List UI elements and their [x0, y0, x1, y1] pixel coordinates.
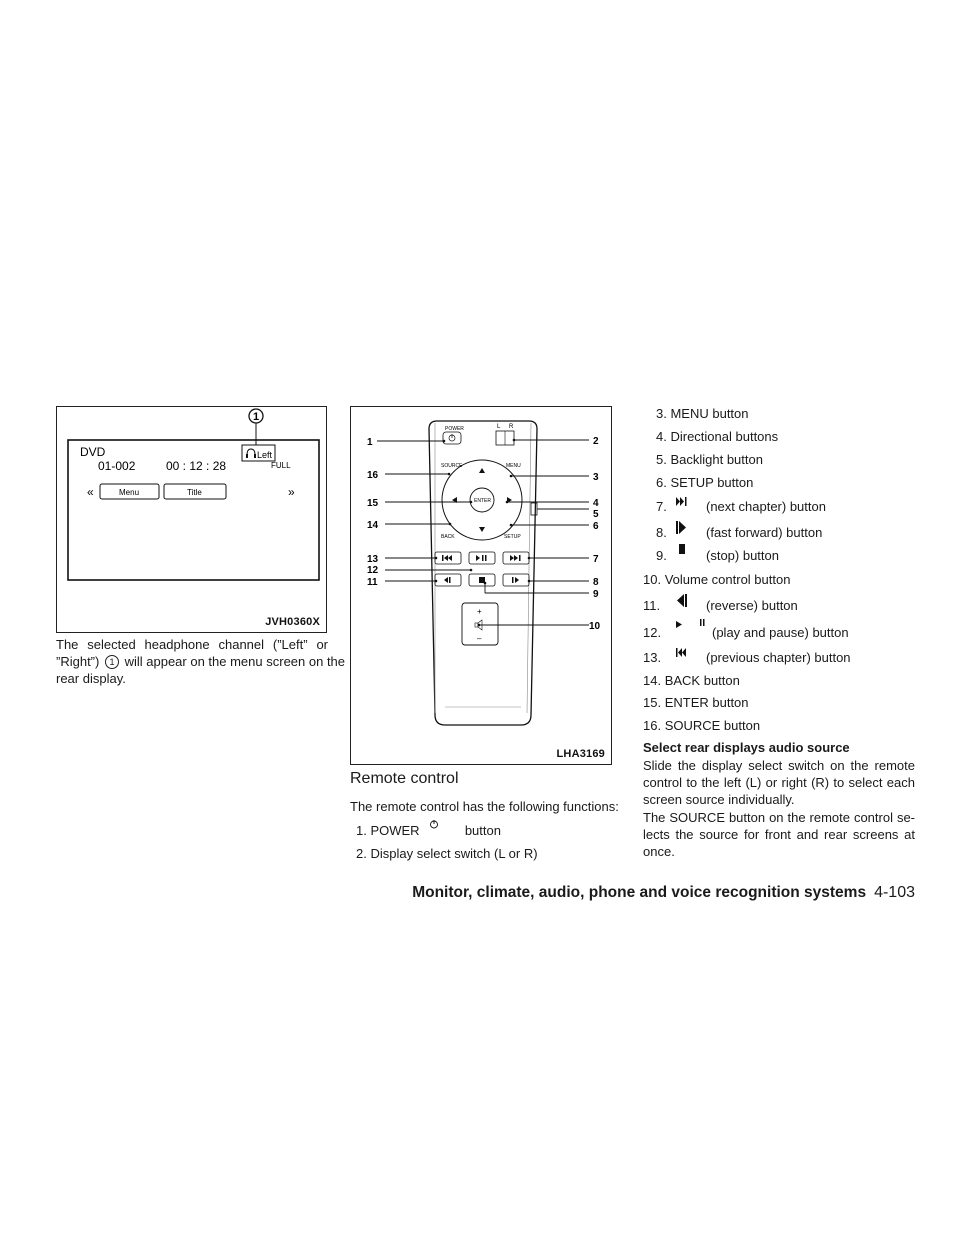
item-text: (fast forward) button — [706, 525, 823, 540]
list-item-16 — [643, 718, 760, 733]
callout-left-11: 11 — [367, 577, 378, 588]
caption-line-1: The selected headphone channel (”Left” or — [56, 637, 328, 652]
item-num: 16. — [643, 718, 662, 733]
fast-forward-icon — [676, 521, 706, 537]
item-text: (next chapter) button — [706, 499, 826, 514]
callout-right-3: 3 — [593, 472, 599, 483]
callout-left-15: 15 — [367, 498, 379, 509]
para1-line-3: screen source individually. — [643, 792, 795, 807]
list-item-13 — [643, 650, 851, 665]
left-arrows: « — [87, 485, 94, 499]
callout-left-13: 13 — [367, 554, 379, 565]
item1-label: 1. POWER — [356, 823, 420, 838]
screen-mode: FULL — [271, 461, 291, 470]
caption-line-3: rear display. — [56, 671, 126, 686]
remote-control-illustration — [351, 407, 611, 764]
stop-icon — [676, 544, 706, 559]
callout-right-8: 8 — [593, 577, 599, 588]
callout-circle-icon — [105, 655, 119, 669]
callout-right-4: 4 — [593, 498, 599, 509]
rear-display-illustration — [57, 407, 326, 632]
list-item-10 — [643, 572, 790, 587]
item-num: 13. — [643, 650, 662, 665]
list-item-7 — [656, 499, 826, 514]
back-label: BACK — [441, 534, 455, 540]
next-chapter-icon — [676, 495, 706, 509]
item-text: (reverse) button — [706, 598, 798, 613]
callout-right-6: 6 — [593, 521, 599, 532]
item-text: MENU button — [670, 406, 749, 421]
list-item-3 — [656, 406, 749, 421]
figure-rear-display — [56, 406, 327, 633]
item-num: 12. — [643, 625, 662, 640]
callout-right-7: 7 — [593, 554, 599, 565]
callout-right-10: 10 — [589, 621, 601, 632]
list-item-12 — [643, 625, 849, 640]
item-text: (play and pause) button — [712, 625, 849, 640]
previous-chapter-icon — [442, 555, 452, 561]
screen-source: DVD — [80, 445, 106, 459]
play-pause-icon — [476, 555, 487, 561]
callout-left-1: 1 — [367, 437, 373, 448]
callout-right-9: 9 — [593, 589, 599, 600]
headphone-icon — [246, 449, 256, 458]
reverse-icon — [444, 577, 451, 583]
callout-right-2: 2 — [593, 436, 599, 447]
list-item-2: 2. Display select switch (L or R) — [356, 846, 538, 861]
screen-time: 00 : 12 : 28 — [166, 459, 227, 473]
list-item-8 — [656, 524, 822, 540]
right-arrows: » — [288, 485, 295, 499]
list-item-6 — [656, 475, 753, 490]
list-item-4 — [656, 429, 778, 444]
item-num: 3. — [656, 406, 667, 421]
list-item-5 — [656, 452, 763, 467]
item-num: 6. — [656, 475, 667, 490]
item-num: 14. — [643, 673, 662, 688]
item-num: 4. — [656, 429, 667, 444]
para1-line-1: Slide the display select switch on the remote — [643, 758, 915, 773]
item-num: 9. — [656, 548, 667, 563]
item-num: 10. — [643, 572, 662, 587]
reverse-icon — [676, 594, 706, 610]
item-num: 11. — [643, 598, 661, 613]
para1-line-2: control to the left (L) or right (R) to select each — [643, 775, 915, 790]
callout-right-5: 5 — [593, 509, 599, 520]
power-symbol-icon — [429, 817, 441, 829]
power-label: POWER — [445, 426, 464, 432]
title-button-label: Title — [187, 488, 202, 497]
next-chapter-icon — [510, 555, 521, 561]
callout-left-12: 12 — [367, 565, 379, 576]
up-arrow-icon — [479, 468, 485, 473]
para2-line-2: lects the source for front and rear screens at — [643, 827, 915, 842]
figure-id: JVH0360X — [265, 616, 320, 628]
page-number: 4-103 — [874, 884, 915, 901]
item-text: Volume control button — [664, 572, 791, 587]
item-num: 15. — [643, 695, 662, 710]
enter-label: ENTER — [474, 498, 491, 504]
subsection-para-1 — [643, 757, 915, 808]
figure1-caption — [56, 636, 346, 687]
subsection-heading: Select rear displays audio source — [643, 740, 850, 755]
menu-button-label: Menu — [119, 488, 140, 497]
item-text: SOURCE button — [664, 718, 761, 733]
item-text: (previous chapter) button — [706, 650, 851, 665]
source-label: SOURCE — [441, 463, 463, 469]
item-text: Backlight button — [670, 452, 763, 467]
item-num: 7. — [656, 499, 667, 514]
list-item-11 — [643, 597, 798, 613]
item1-button: button — [464, 823, 501, 838]
previous-chapter-icon — [676, 646, 706, 660]
list-item-1 — [356, 823, 501, 838]
caption-line-2a: ”Right”) — [56, 654, 100, 669]
subsection-para-2 — [643, 809, 915, 860]
list-item-15 — [643, 695, 749, 710]
screen-chapter: 01-002 — [98, 459, 136, 473]
menu-label: MENU — [506, 463, 521, 469]
section-intro: The remote control has the following functions: — [350, 799, 619, 814]
caption-line-2b: will appear on the menu screen on the — [124, 654, 346, 669]
item-text: ENTER button — [664, 695, 749, 710]
section-heading: Remote control — [350, 770, 459, 787]
power-icon — [449, 434, 455, 441]
callout-1: 1 — [253, 411, 260, 423]
switch-l: L — [497, 424, 501, 430]
down-arrow-icon — [479, 527, 485, 532]
item-text: SETUP button — [670, 475, 754, 490]
backlight-button — [531, 503, 537, 515]
item-num: 8. — [656, 525, 667, 540]
figure-id: LHA3169 — [556, 748, 605, 760]
footer-title: Monitor, climate, audio, phone and voice recognition systems — [412, 884, 867, 901]
item-text: Directional buttons — [670, 429, 779, 444]
list-item-9 — [656, 548, 779, 563]
callout-left-14: 14 — [367, 520, 379, 531]
callout-left-16: 16 — [367, 470, 379, 481]
volume-plus: + — [477, 607, 482, 616]
volume-minus: – — [477, 634, 482, 643]
function-list — [640, 0, 920, 740]
setup-label: SETUP — [504, 534, 521, 540]
fast-forward-icon — [512, 577, 519, 583]
para2-line-3: once. — [643, 844, 675, 859]
item-text: (stop) button — [706, 548, 779, 563]
switch-r: R — [509, 424, 514, 430]
caption-callout-num: 1 — [109, 657, 115, 667]
page-footer — [412, 884, 915, 902]
figure-remote-control — [350, 406, 612, 765]
item-text: BACK button — [664, 673, 740, 688]
item-num: 5. — [656, 452, 667, 467]
screen-headphone-channel: Left — [257, 450, 273, 460]
para2-line-1: The SOURCE button on the remote control se- — [643, 810, 915, 825]
play-pause-icon — [676, 619, 712, 634]
list-item-14 — [643, 673, 740, 688]
